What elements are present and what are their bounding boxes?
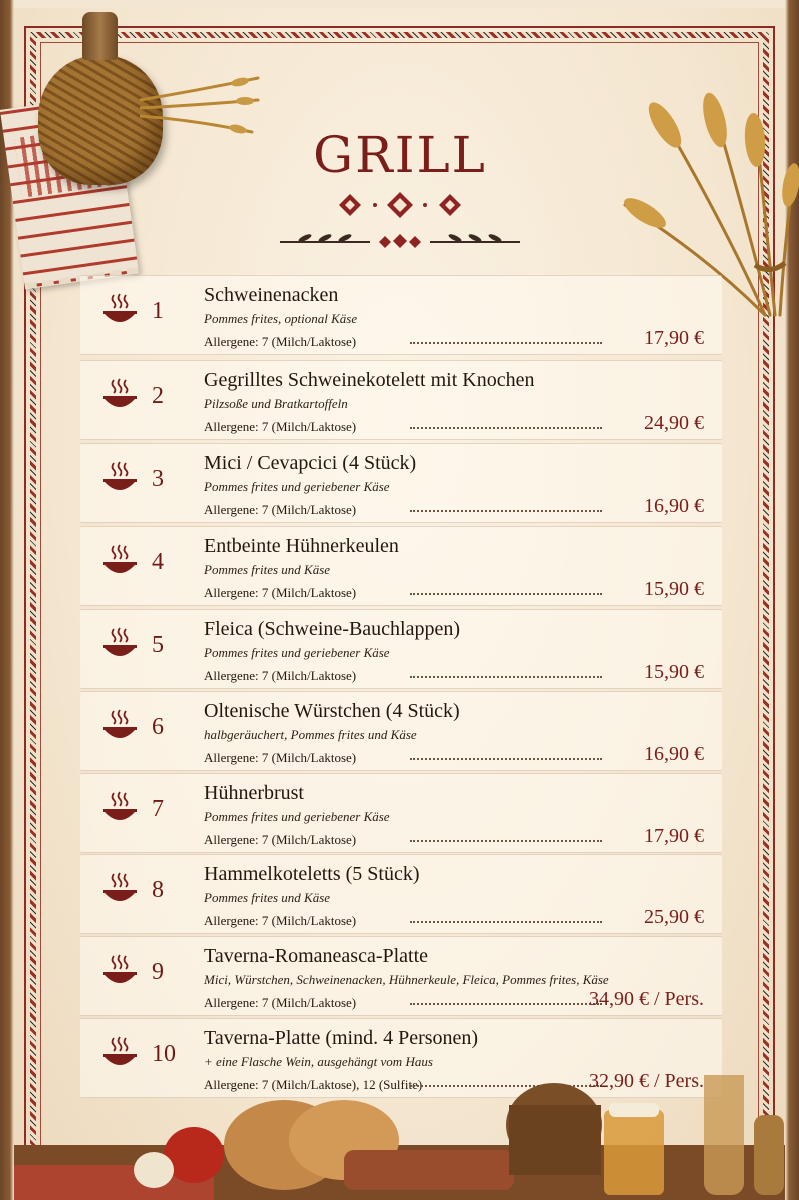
item-number: 10 [152, 1041, 176, 1067]
item-description: Pommes frites und Käse [204, 562, 331, 577]
soup-bowl-icon [102, 790, 138, 826]
menu-item [80, 691, 722, 771]
item-price: 24,90 € [644, 412, 704, 434]
item-number: 4 [152, 549, 164, 575]
dotted-leader [410, 758, 602, 760]
item-description: Pommes frites und geriebener Käse [204, 645, 390, 660]
item-name: Taverna-Romaneasca-Platte [204, 945, 429, 967]
soup-bowl-icon [102, 953, 138, 989]
item-number: 5 [152, 632, 164, 658]
menu-item [80, 443, 722, 523]
soup-bowl-icon [102, 708, 138, 744]
item-allergens: Allergene: 7 (Milch/Laktose) [204, 502, 357, 517]
item-description: + eine Flasche Wein, ausgehängt vom Haus [204, 1054, 433, 1069]
item-allergens: Allergene: 7 (Milch/Laktose) [204, 750, 357, 765]
item-number: 8 [152, 877, 164, 903]
item-number: 7 [152, 796, 164, 822]
item-description: Pommes frites und geriebener Käse [204, 479, 390, 494]
item-name: Schweinenacken [204, 284, 339, 306]
item-price: 25,90 € [644, 906, 704, 928]
item-number: 9 [152, 959, 164, 985]
item-name: Taverna-Platte (mind. 4 Personen) [204, 1027, 479, 1049]
soup-bowl-icon [102, 1035, 138, 1071]
menu-item [80, 275, 722, 355]
soup-bowl-icon [102, 871, 138, 907]
item-price: 16,90 € [644, 495, 704, 517]
soup-bowl-icon [102, 377, 138, 413]
item-name: Hammelkoteletts (5 Stück) [204, 863, 420, 885]
item-description: Pommes frites und Käse [204, 890, 331, 905]
dotted-leader [410, 510, 602, 512]
item-number: 1 [152, 298, 164, 324]
dotted-leader [410, 342, 602, 344]
item-name: Entbeinte Hühnerkeulen [204, 535, 399, 557]
soup-bowl-icon [102, 292, 138, 328]
dotted-leader [410, 840, 602, 842]
item-description: Pommes frites, optional Käse [204, 311, 358, 326]
item-price: 17,90 € [644, 825, 704, 847]
item-allergens: Allergene: 7 (Milch/Laktose) [204, 668, 357, 683]
item-allergens: Allergene: 7 (Milch/Laktose) [204, 832, 357, 847]
item-description: halbgeräuchert, Pommes frites und Käse [204, 727, 417, 742]
item-number: 3 [152, 466, 164, 492]
dotted-leader [410, 593, 602, 595]
menu-item [80, 526, 722, 606]
item-description: Pommes frites und geriebener Käse [204, 809, 390, 824]
item-allergens: Allergene: 7 (Milch/Laktose) [204, 419, 357, 434]
item-name: Fleica (Schweine-Bauchlappen) [204, 618, 461, 640]
item-number: 6 [152, 714, 164, 740]
item-price: 16,90 € [644, 743, 704, 765]
item-allergens: Allergene: 7 (Milch/Laktose) [204, 334, 357, 349]
menu-item [80, 936, 722, 1016]
item-description: Pilzsoße und Bratkartoffeln [204, 396, 348, 411]
page-title: GRILL [313, 126, 487, 184]
dotted-leader [410, 1003, 602, 1005]
item-name: Mici / Cevapcici (4 Stück) [204, 452, 417, 474]
soup-bowl-icon [102, 626, 138, 662]
item-allergens: Allergene: 7 (Milch/Laktose), 12 (Sulfite) [204, 1077, 423, 1092]
soup-bowl-icon [102, 543, 138, 579]
item-allergens: Allergene: 7 (Milch/Laktose) [204, 913, 357, 928]
item-price: 32,90 € / Pers. [589, 1070, 704, 1092]
menu-item [80, 854, 722, 934]
item-name: Gegrilltes Schweinekotelett mit Knochen [204, 369, 535, 391]
item-price: 15,90 € [644, 578, 704, 600]
soup-bowl-icon [102, 460, 138, 496]
bottle-neck-icon [82, 12, 118, 60]
item-price: 34,90 € / Pers. [589, 988, 704, 1010]
item-name: Oltenische Würstchen (4 Stück) [204, 700, 460, 722]
dotted-leader [410, 676, 602, 678]
menu-item [80, 360, 722, 440]
menu-item [80, 773, 722, 853]
item-description: Mici, Würstchen, Schweinenacken, Hühnerkeule, Fleica, Pommes frites, Käse [204, 972, 609, 987]
bread-and-drinks-icon [14, 1075, 785, 1200]
menu-item [80, 609, 722, 689]
item-price: 17,90 € [644, 327, 704, 349]
item-price: 15,90 € [644, 661, 704, 683]
item-allergens: Allergene: 7 (Milch/Laktose) [204, 585, 357, 600]
item-number: 2 [152, 383, 164, 409]
item-allergens: Allergene: 7 (Milch/Laktose) [204, 995, 357, 1010]
item-name: Hühnerbrust [204, 782, 304, 804]
folk-ornament-icon [275, 188, 525, 254]
dotted-leader [410, 427, 602, 429]
dotted-leader [410, 921, 602, 923]
